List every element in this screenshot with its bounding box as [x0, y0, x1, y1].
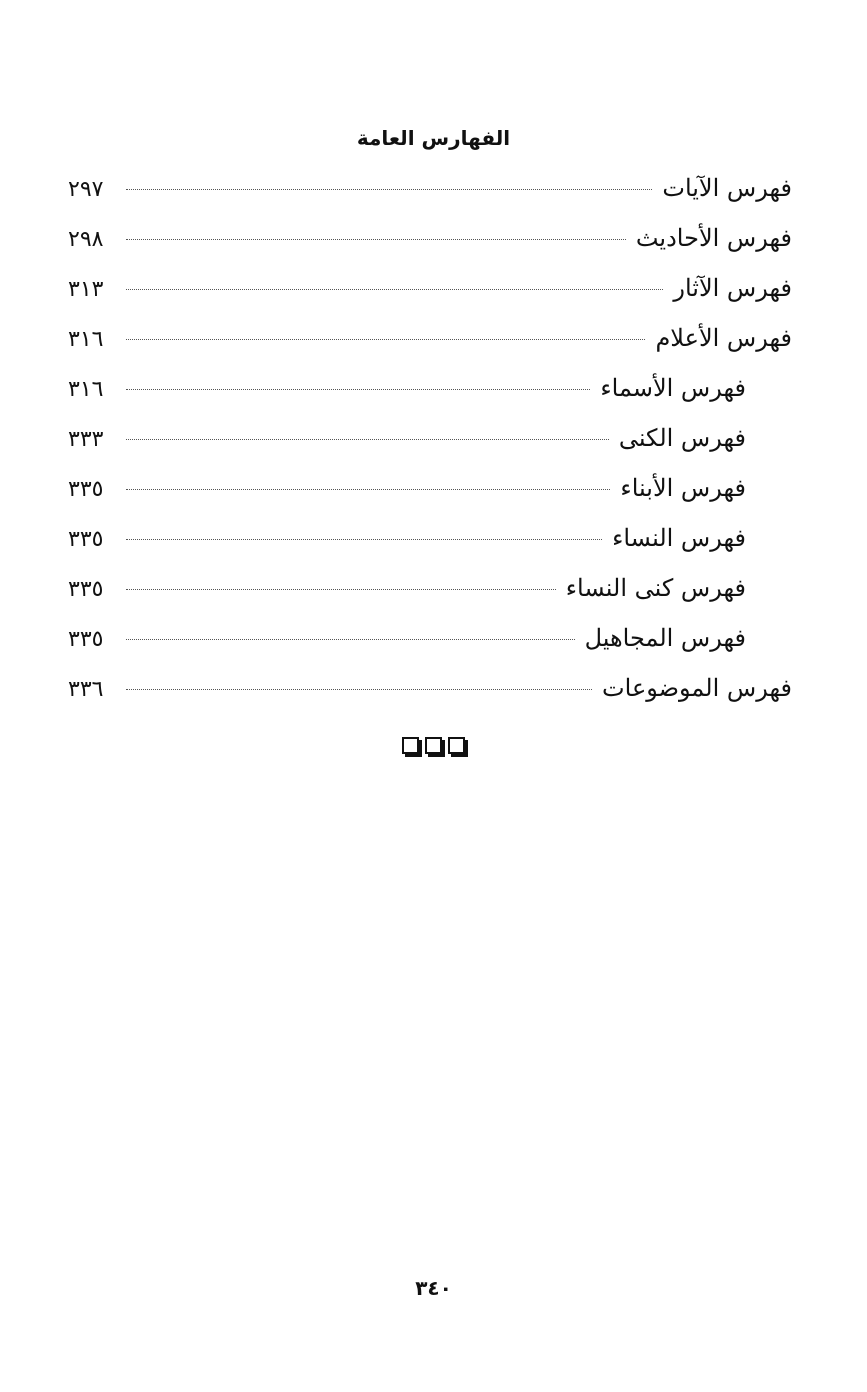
toc-subentry — [68, 463, 792, 513]
square-ornament-icon — [425, 737, 442, 754]
dot-leader — [126, 489, 610, 490]
toc-entry-label: فهرس الكنى — [618, 424, 746, 452]
toc-entry-label: فهرس الآثار — [673, 274, 792, 302]
dot-leader — [126, 239, 626, 240]
toc-entry — [68, 163, 792, 213]
dot-leader — [126, 589, 556, 590]
toc-entry-page: ٢٩٧ — [68, 177, 104, 202]
toc-entry-label: فهرس الآيات — [662, 174, 792, 202]
toc-entry-page: ٣١٣ — [68, 277, 104, 302]
dot-leader — [126, 289, 663, 290]
dot-leader — [126, 689, 592, 690]
toc-subentry — [68, 563, 792, 613]
toc-entry-label: فهرس الأسماء — [600, 374, 746, 402]
square-ornament-icon — [402, 737, 419, 754]
section-end-ornament — [0, 737, 867, 754]
toc-entry-label: فهرس النساء — [612, 524, 746, 552]
toc-entry — [68, 313, 792, 363]
toc-entry-page: ٣١٦ — [68, 327, 104, 352]
dot-leader — [126, 439, 609, 440]
toc-entry — [68, 663, 792, 713]
toc-entry-label: فهرس كنى النساء — [565, 574, 746, 602]
toc-entry-page: ٣٣٥ — [68, 527, 104, 552]
toc-entry-page: ٣٣٥ — [68, 577, 104, 602]
toc-entry-label: فهرس المجاهيل — [584, 624, 746, 652]
toc-subentry — [68, 613, 792, 663]
toc-entry-page: ٣٣٦ — [68, 677, 104, 702]
toc-entry — [68, 263, 792, 313]
toc-subentry — [68, 513, 792, 563]
toc-entry-label: فهرس الأحاديث — [635, 224, 792, 252]
dot-leader — [126, 189, 652, 190]
toc-entry-page: ٣٣٥ — [68, 627, 104, 652]
toc-entry-page: ٣٣٥ — [68, 477, 104, 502]
toc-subentry — [68, 413, 792, 463]
square-ornament-icon — [448, 737, 465, 754]
toc-entry-page: ٣٣٣ — [68, 427, 104, 452]
toc-entry-label: فهرس الأبناء — [620, 474, 746, 502]
dot-leader — [126, 539, 602, 540]
toc-entry-page: ٣١٦ — [68, 377, 104, 402]
dot-leader — [126, 389, 590, 390]
toc-subentry — [68, 363, 792, 413]
toc-entry — [68, 213, 792, 263]
page-number: ٣٤٠ — [415, 1276, 452, 1300]
toc-entry-label: فهرس الموضوعات — [602, 674, 792, 702]
dot-leader — [126, 339, 645, 340]
page-title: الفهارس العامة — [356, 126, 511, 150]
toc-entry-label: فهرس الأعلام — [655, 324, 792, 352]
toc-entry-page: ٢٩٨ — [68, 227, 104, 252]
table-of-contents — [68, 163, 792, 713]
dot-leader — [126, 639, 575, 640]
